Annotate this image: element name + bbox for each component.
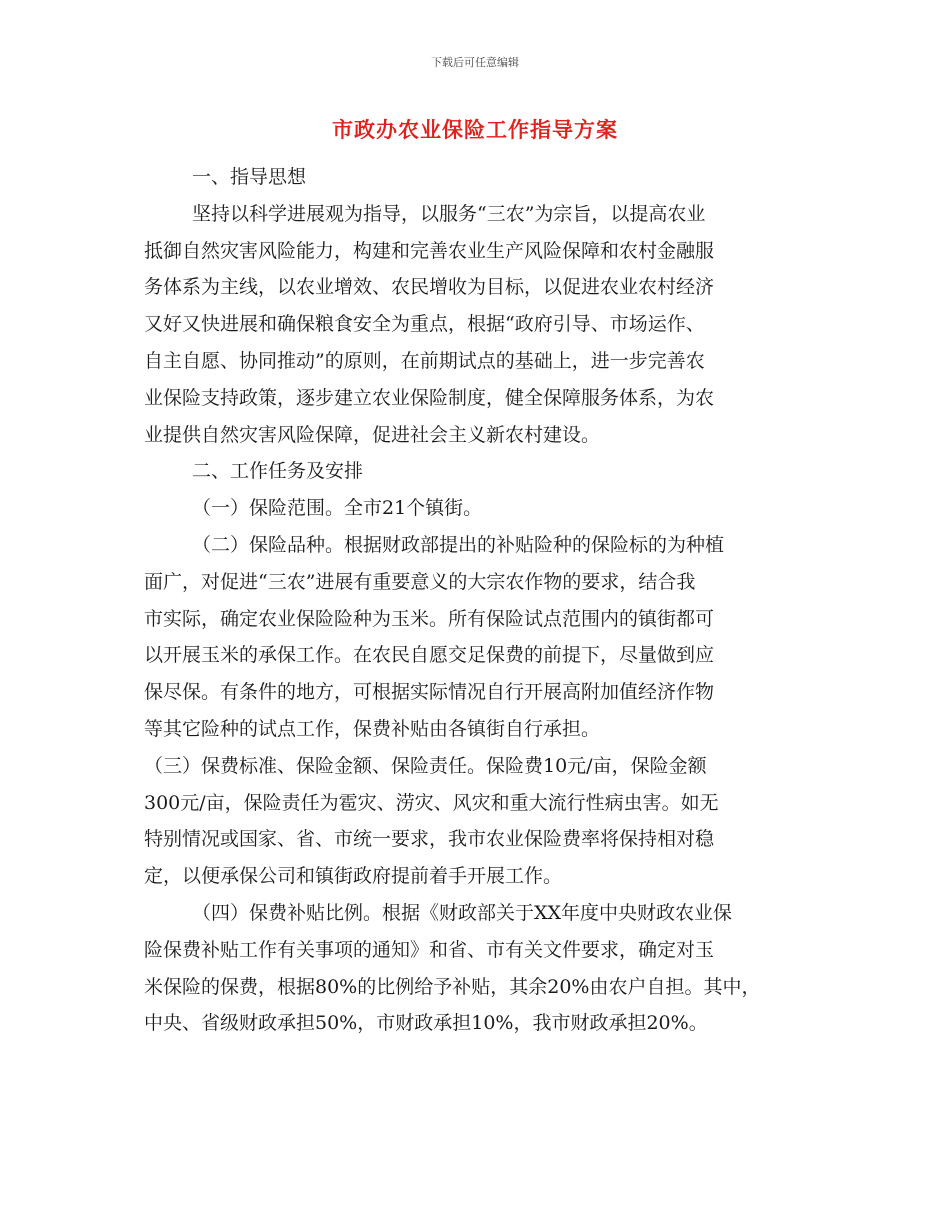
body-line: 300元/亩，保险责任为雹灾、涝灾、风灾和重大流行性病虫害。如无 xyxy=(144,791,719,814)
body-line: 自主自愿、协同推动”的原则，在前期试点的基础上，进一步完善农 xyxy=(144,349,705,372)
body-line: 业保险支持政策，逐步建立农业保险制度，健全保障服务体系，为农 xyxy=(144,386,715,409)
body-line: 保尽保。有条件的地方，可根据实际情况自行开展高附加值经济作物 xyxy=(144,681,715,704)
page-header: 下载后可任意编辑 xyxy=(431,56,519,69)
body-line: 务体系为主线，以农业增效、农民增收为目标，以促进农业农村经济 xyxy=(144,276,715,299)
body-line: 又好又快进展和确保粮食安全为重点，根据“政府引导、市场运作、 xyxy=(144,313,705,336)
document-body xyxy=(144,159,804,1042)
body-line: 特别情况或国家、省、市统一要求，我市农业保险费率将保持相对稳 xyxy=(144,828,715,851)
body-line: 一、指导思想 xyxy=(192,166,307,188)
body-line: 业提供自然灾害风险保障，促进社会主义新农村建设。 xyxy=(144,423,601,446)
body-line: 市实际，确定农业保险险种为玉米。所有保险试点范围内的镇街都可 xyxy=(144,607,715,630)
body-line: 定，以便承保公司和镇街政府提前着手开展工作。 xyxy=(144,865,563,888)
body-line: 抵御自然灾害风险能力，构建和完善农业生产风险保障和农村金融服 xyxy=(144,239,715,262)
body-line: 坚持以科学进展观为指导，以服务“三农”为宗旨，以提高农业 xyxy=(192,202,706,225)
document-title: 市政办农业保险工作指导方案 xyxy=(332,117,618,142)
body-line: 等其它险种的试点工作，保费补贴由各镇街自行承担。 xyxy=(144,717,601,740)
body-line: （四）保费补贴比例。根据《财政部关于XX年度中央财政农业保 xyxy=(192,901,733,924)
body-line: （三）保费标准、保险金额、保险责任。保险费10元/亩，保险金额 xyxy=(144,754,707,777)
body-line: （二）保险品种。根据财政部提出的补贴险种的保险标的为种植 xyxy=(192,533,725,556)
body-line: 以开展玉米的承保工作。在农民自愿交足保费的前提下，尽量做到应 xyxy=(144,644,715,667)
body-line: 二、工作任务及安排 xyxy=(192,460,364,483)
body-line: 中央、省级财政承担50%，市财政承担10%，我市财政承担20%。 xyxy=(144,1012,708,1035)
body-line: 面广，对促进“三农”进展有重要意义的大宗农作物的要求，结合我 xyxy=(144,570,696,593)
body-line: 险保费补贴工作有关事项的通知》和省、市有关文件要求，确定对玉 xyxy=(144,938,715,961)
body-line: 米保险的保费，根据80%的比例给予补贴，其余20%由农户自担。其中， xyxy=(144,975,761,998)
body-line: （一）保险范围。全市21个镇街。 xyxy=(192,497,483,520)
